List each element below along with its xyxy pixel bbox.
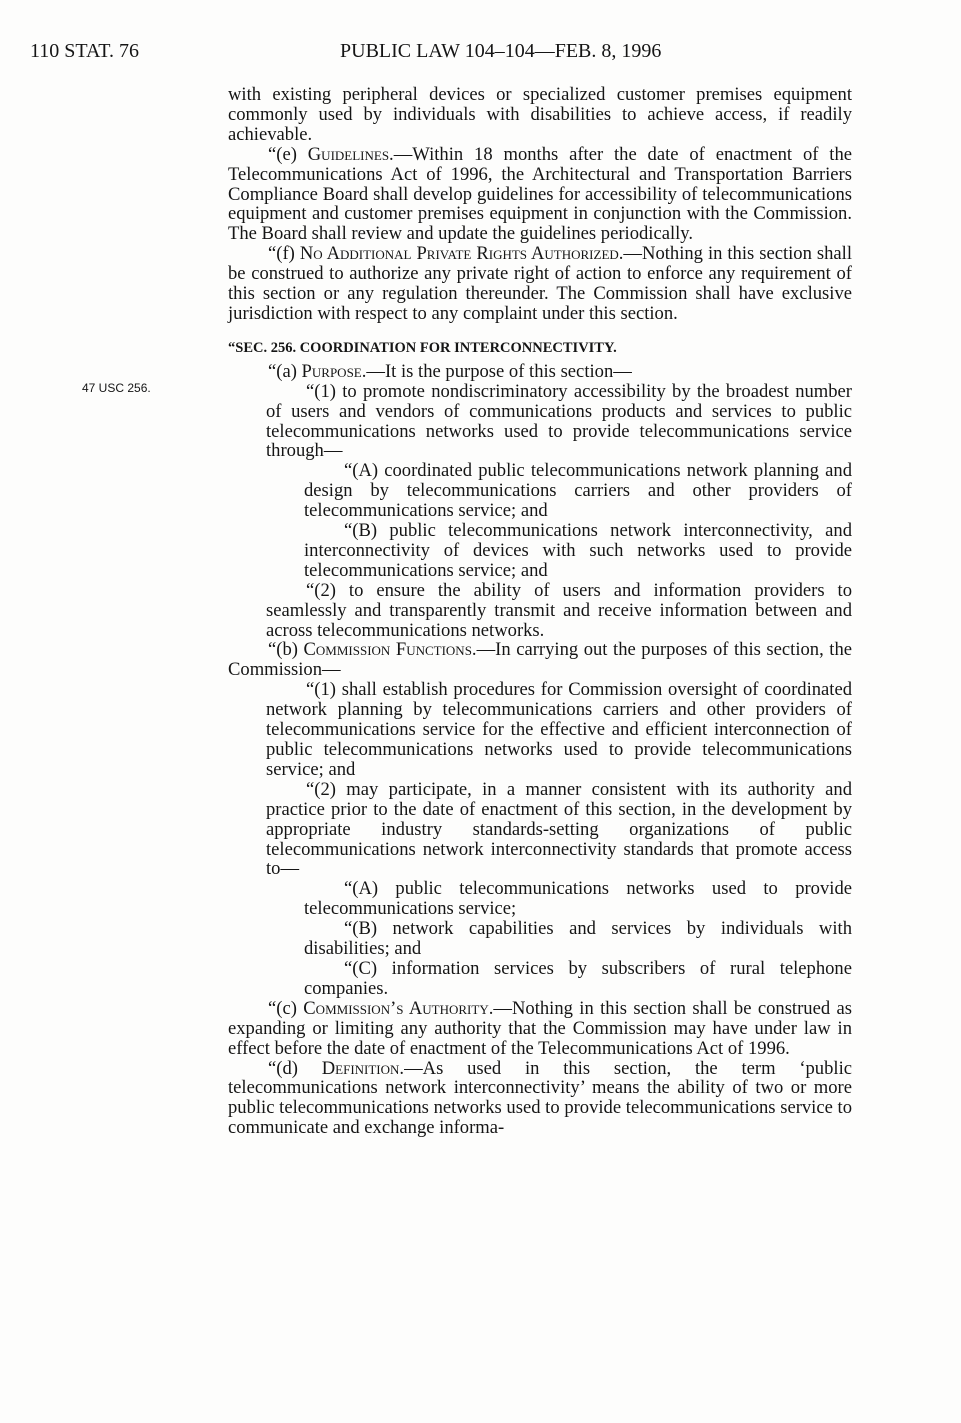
statute-page-number: 110 STAT. 76 bbox=[30, 40, 139, 62]
subsection-d-text: —As used in this section, the term ‘public telecommunications network interconnectivity’ means the ability of two or more public telecommunications networks used to provide telecommunications service to communicate and exchange informa- bbox=[228, 1057, 852, 1139]
subsection-b-label: “(b) bbox=[268, 639, 304, 661]
subparagraph-b-2-B: “(B) network capabilities and services by individuals with disabilities; and bbox=[304, 918, 852, 960]
paragraph-b-2: “(2) may participate, in a manner consistent with its authority and practice prior to the date of enactment of this section, in the development by appropriate industry standards-setting organizations of public telecommunications network interconnectivity standards that promote access to— bbox=[266, 778, 852, 880]
subsection-d-heading: Definition. bbox=[321, 1057, 405, 1079]
subparagraph-b-2-C: “(C) information services by subscribers of rural telephone companies. bbox=[304, 957, 852, 999]
subsection-c-label: “(c) bbox=[268, 997, 304, 1019]
subsection-d bbox=[228, 1059, 852, 1139]
subsection-f-label: “(f) bbox=[268, 243, 300, 265]
subsection-e-label: “(e) bbox=[268, 143, 308, 165]
section-heading: “SEC. 256. COORDINATION FOR INTERCONNECTIVITY. bbox=[228, 339, 617, 356]
subsection-d-label: “(d) bbox=[268, 1057, 322, 1079]
subsection-b-text: —In carrying out the purposes of this section, the Commission— bbox=[228, 639, 852, 681]
subsection-b-heading: Commission Functions. bbox=[303, 639, 477, 661]
subsection-a bbox=[228, 362, 852, 382]
subsection-e-text: —Within 18 months after the date of enactment of the Telecommunications Act of 1996, the Architectural and Transportation Barriers Compliance Board shall develop guidelines for accessibility of telecommunications equipment and customer premises equipment in conjunction with the Commission. The Board shall review and update the guidelines periodically. bbox=[228, 143, 852, 245]
subparagraph-a-1-A: “(A) coordinated public telecommunications network planning and design by telecommunications carriers and other providers of telecommunications service; and bbox=[304, 460, 852, 522]
document-body bbox=[228, 85, 852, 1138]
subsection-e-heading: Guidelines. bbox=[307, 143, 394, 165]
subsection-b bbox=[228, 640, 852, 680]
subparagraph-a-1-B: “(B) public telecommunications network interconnectivity, and interconnectivity of devices with such networks used to provide telecommunications service; and bbox=[304, 520, 852, 581]
subsection-e bbox=[228, 145, 852, 245]
page-header bbox=[30, 36, 765, 66]
subsection-f-text: —Nothing in this section shall be construed to authorize any private right of action to enforce any requirement of this section or any regulation thereunder. The Commission shall have exclusive jurisdiction with respect to any complaint under this section. bbox=[228, 243, 852, 324]
subsection-f-heading: No Additional Private Rights Authorized. bbox=[299, 243, 624, 265]
paragraph-b-1: “(1) shall establish procedures for Commission oversight of coordinated network planning by telecommunications carriers and other providers of telecommunications service for the effective and efficient interconnection of public telecommunications networks used to provide telecommunications service; and bbox=[266, 679, 852, 780]
subsection-c-text: —Nothing in this section shall be construed as expanding or limiting any authority that the Commission may have under law in effect before the date of enactment of the Telecommunications Act of 1996. bbox=[228, 997, 852, 1059]
subsection-c bbox=[228, 999, 852, 1059]
subsection-a-label: “(a) bbox=[268, 360, 302, 382]
subsection-f bbox=[228, 244, 852, 324]
subsection-a-heading: Purpose. bbox=[301, 360, 367, 382]
public-law-title: PUBLIC LAW 104–104—FEB. 8, 1996 bbox=[340, 40, 662, 62]
subsection-c-heading: Commission’s Authority. bbox=[303, 997, 494, 1019]
paragraph-a-1: “(1) to promote nondiscriminatory accessibility by the broadest number of users and vendors of communications products and services to public telecommunications networks used to provide telecommunications service through— bbox=[266, 380, 852, 462]
continued-paragraph: with existing peripheral devices or specialized customer premises equipment commonly used by individuals with disabilities to achieve access, if readily achievable. bbox=[228, 84, 852, 145]
margin-citation: 47 USC 256. bbox=[82, 381, 151, 395]
paragraph-a-2: “(2) to ensure the ability of users and information providers to seamlessly and transparently transmit and receive information between and across telecommunications networks. bbox=[266, 579, 852, 641]
subsection-a-text: —It is the purpose of this section— bbox=[366, 360, 632, 382]
subparagraph-b-2-A: “(A) public telecommunications networks used to provide telecommunications service; bbox=[304, 878, 852, 920]
